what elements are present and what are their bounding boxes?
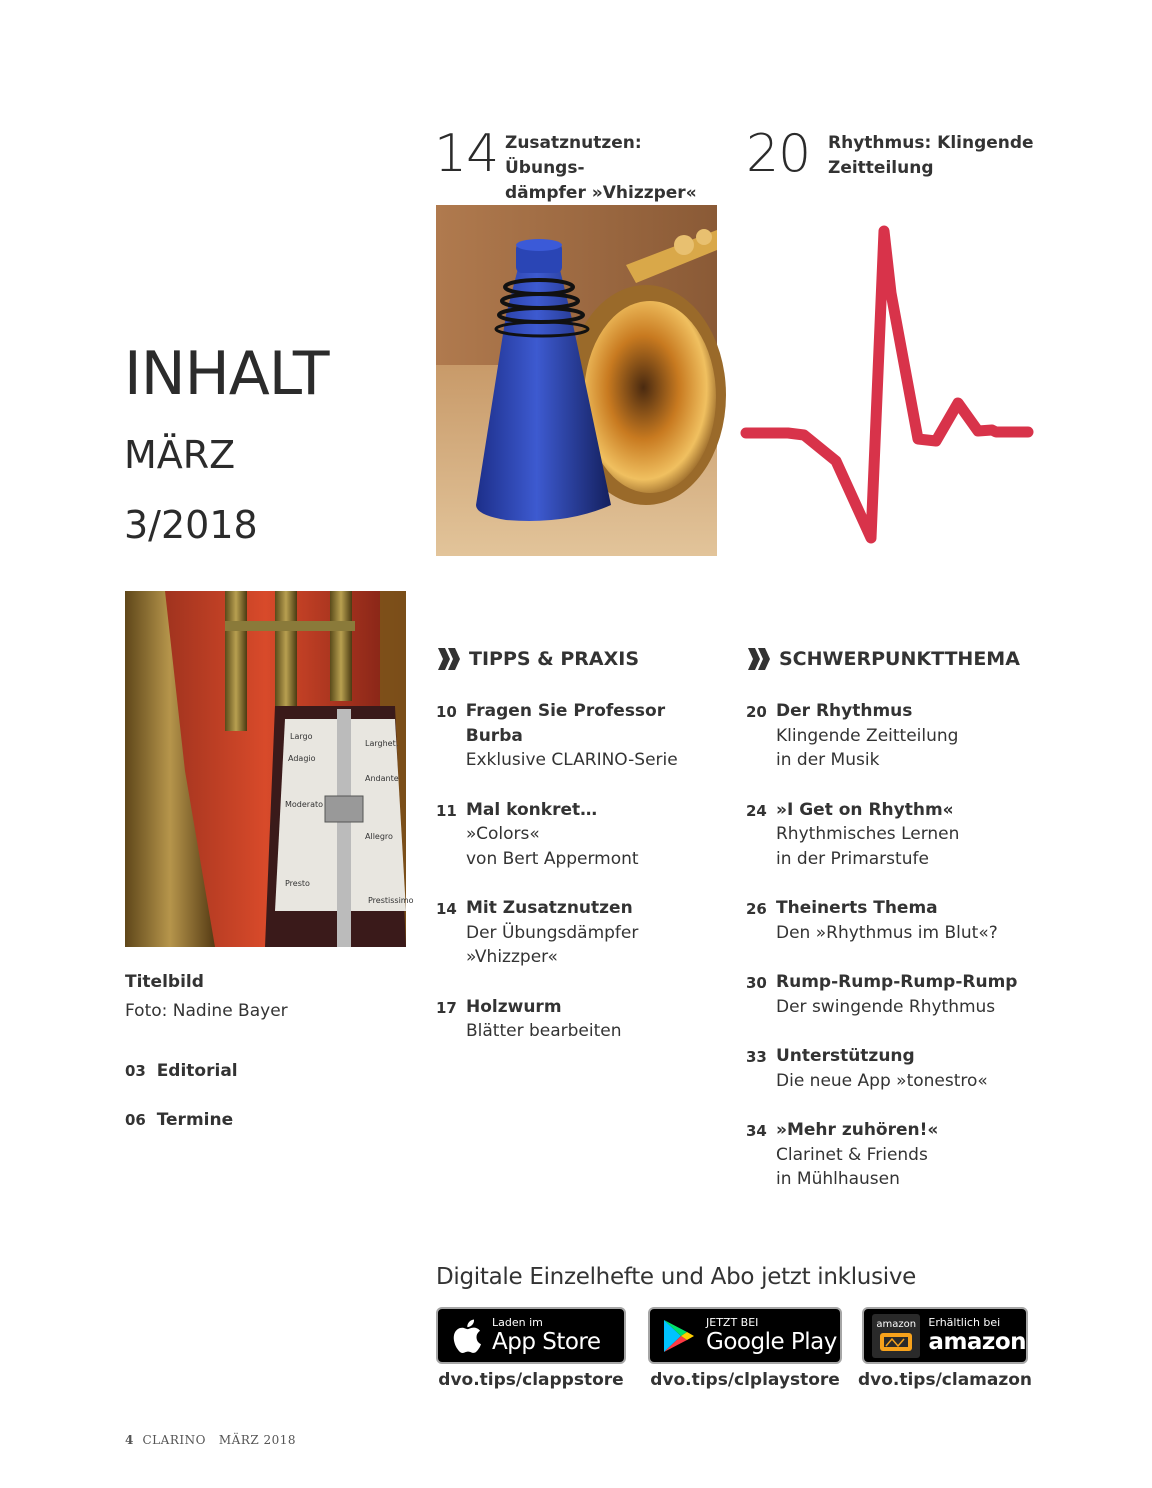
page-footer [125,1433,296,1447]
badge-small-text: JETZT BEI [706,1315,759,1329]
issue-number: 3/2018 [124,503,258,547]
amazon-logo-box [872,1314,920,1358]
svg-text:Largo: Largo [290,732,313,741]
toc-title: Rump-Rump-Rump-Rump [776,972,1018,992]
section-heading-tipps [436,646,639,672]
toc-subtitle: in der Musik [776,750,880,770]
page-title: INHALT [124,339,329,409]
toc-item[interactable] [746,970,1046,1019]
apple-icon [452,1318,482,1354]
toc-subtitle: Klingende Zeitteilung [776,725,959,746]
toc-page-number: 20 [746,703,767,721]
toc-subtitle: in Mühlhausen [776,1169,900,1189]
google-play-link[interactable]: dvo.tips/clplaystore [650,1370,840,1390]
amazon-badge[interactable] [862,1307,1028,1364]
amazon-link[interactable]: dvo.tips/clamazon [857,1370,1033,1390]
toc-subtitle: »Colors« [466,824,540,844]
badge-large-text: Google Play [706,1328,837,1355]
toc-page-number: 24 [746,801,767,820]
practice-mute-photo[interactable] [436,205,717,556]
toc-item[interactable] [746,1118,1046,1192]
toc-title: Holzwurm [466,996,562,1017]
svg-text:Prestissimo: Prestissimo [368,896,414,905]
toc-title: Fragen Sie Professor Burba [465,701,666,746]
heartbeat-graphic[interactable] [746,205,1028,556]
cover-credit: Foto: Nadine Bayer [125,1001,288,1021]
metronome-image [125,591,414,947]
toc-page-number: 30 [746,974,767,992]
badge-small-text: Erhältlich bei [928,1315,1001,1329]
toc-title: »I Get on Rhythm« [776,799,954,820]
featured-title[interactable] [828,131,1048,181]
toc-page-number: 14 [436,900,457,918]
featured-title-line2: Zeitteilung [828,158,934,178]
toc-title: Mit Zusatznutzen [466,898,633,918]
digital-heading: Digitale Einzelhefte und Abo jetzt inklusive [436,1264,916,1290]
toc-subtitle: von Bert Appermont [466,848,639,869]
app-store-link[interactable]: dvo.tips/clappstore [438,1370,624,1390]
left-toc-title: Termine [156,1110,234,1130]
badge-small-text: Laden im [492,1315,543,1329]
amazon-device-icon [878,1331,914,1353]
toc-title: »Mehr zuhören!« [776,1120,939,1140]
toc-title: Unterstützung [776,1046,915,1066]
badge-large-text: App Store [492,1328,601,1355]
featured-page-number: 14 [434,124,499,184]
left-toc-title: Editorial [156,1061,238,1081]
footer-magazine: CLARINO [142,1433,206,1447]
toc-item[interactable] [436,798,726,872]
toc-item[interactable] [746,699,1046,773]
toc-page-number: 10 [436,703,457,721]
footer-page-number: 4 [125,1433,134,1447]
toc-item[interactable] [746,896,1046,945]
section-heading-schwerpunkt [746,646,1020,672]
toc-item[interactable] [436,995,726,1044]
cover-photo[interactable] [125,591,414,947]
toc-subtitle: Den »Rhythmus im Blut«? [776,922,998,943]
featured-title[interactable] [505,131,725,206]
toc-page-number: 11 [436,801,457,820]
svg-text:Presto: Presto [285,879,310,888]
toc-item[interactable] [746,1044,1046,1093]
featured-title-line1: Zusatznutzen: Übungs- [505,133,642,178]
toc-subtitle: Der swingende Rhythmus [776,996,996,1017]
toc-item[interactable] [436,699,726,773]
svg-text:Moderato: Moderato [285,800,324,809]
google-play-badge[interactable] [648,1307,842,1364]
double-chevron-icon [746,646,772,672]
svg-text:Larghet.: Larghet. [365,739,399,748]
toc-subtitle: Der Übungsdämpfer [466,922,639,943]
toc-subtitle: »Vhizzper« [466,947,558,967]
left-toc-item[interactable] [125,1059,238,1083]
cover-caption [125,970,288,1023]
cover-label: Titelbild [125,972,204,992]
featured-title-line1: Rhythmus: Klingende [828,133,1034,153]
double-chevron-icon [436,646,462,672]
left-toc-num: 06 [125,1111,146,1129]
toc-subtitle: in der Primarstufe [776,848,929,869]
section-heading-text: SCHWERPUNKTTHEMA [779,648,1020,670]
featured-title-line2: dämpfer »Vhizzper« [505,183,697,203]
toc-page-number: 34 [746,1122,767,1140]
svg-text:Adagio: Adagio [288,754,316,763]
toc-title: Der Rhythmus [776,701,913,721]
amazon-logo-text: amazon [876,1318,917,1330]
badge-large-text: amazon [928,1328,1026,1355]
tipps-list [436,699,726,1044]
heartbeat-line-icon [746,205,1028,556]
toc-page-number: 26 [746,900,767,918]
left-toc-num: 03 [125,1062,146,1080]
mute-trumpet-image [436,205,717,556]
toc-subtitle: Exklusive CLARINO-Serie [465,750,678,770]
svg-text:Andante: Andante [365,774,399,783]
toc-subtitle: Blätter bearbeiten [466,1021,622,1041]
toc-subtitle: Rhythmisches Lernen [776,824,960,844]
schwerpunkt-list [746,699,1046,1192]
svg-text:Allegro: Allegro [365,832,393,841]
featured-page-number: 20 [746,124,811,184]
toc-title: Theinerts Thema [776,898,938,918]
issue-month: MÄRZ [124,433,236,477]
section-heading-text: TIPPS & PRAXIS [469,648,640,670]
google-play-icon [662,1318,696,1354]
left-toc-item[interactable] [125,1108,233,1132]
toc-page-number: 33 [746,1048,767,1066]
toc-subtitle: Die neue App »tonestro« [776,1070,988,1091]
toc-item[interactable] [746,798,1046,872]
toc-subtitle: Clarinet & Friends [776,1144,928,1165]
app-store-badge[interactable] [436,1307,626,1364]
toc-title: Mal konkret… [466,799,598,820]
toc-page-number: 17 [436,998,457,1017]
footer-date: MÄRZ 2018 [218,1433,297,1447]
toc-item[interactable] [436,896,726,970]
